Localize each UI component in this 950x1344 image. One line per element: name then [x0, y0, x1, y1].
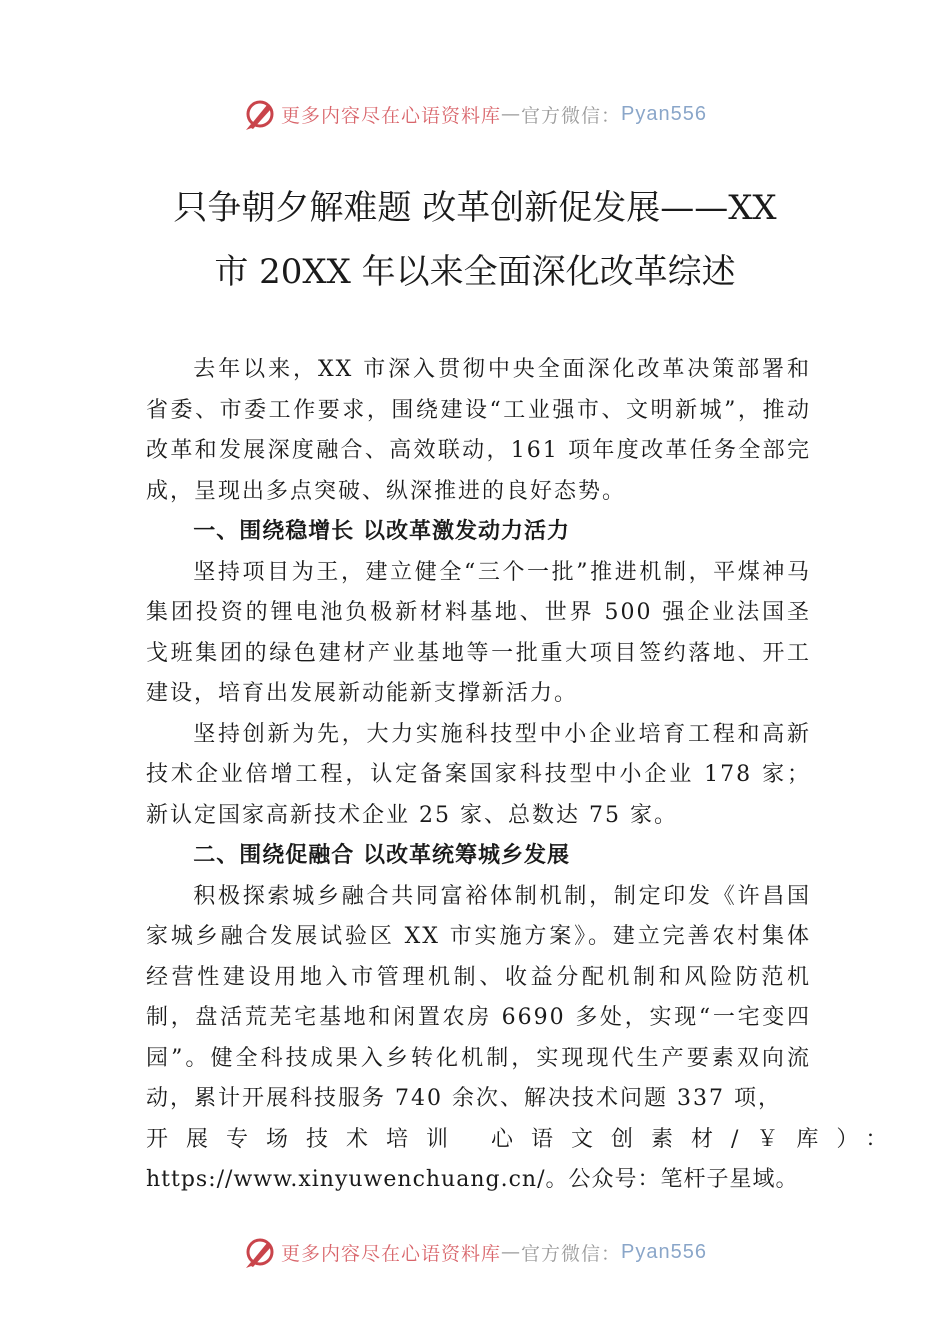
watermark-handle: Pyan556 — [621, 1240, 707, 1263]
document-title — [100, 176, 850, 304]
watermark-dash: — — [501, 103, 522, 125]
watermark-red-text: 更多内容尽在心语资料库 — [281, 104, 502, 127]
watermark-gray-text: 官方微信： — [521, 1242, 622, 1265]
spaced-text-line: 开展专场技术培训 心语文创素材/￥库）： — [146, 1126, 906, 1152]
watermark-red-text: 更多内容尽在心语资料库 — [281, 1242, 502, 1265]
paragraph-integration: 积极探索城乡融合共同富裕体制机制，制定印发《许昌国家城乡融合发展试验区 XX 市实施方案》。建立完善农村集体经营性建设用地入市管理机制、收益分配机制和风险防范机制，盘活荒芜宅基地和闲置农房 6690 多处，实现“一宅变四园”。健全科技成果入乡转化机制，实现现代生产要素双向流动，累计开展科技服务 740 余次、解决技术问题 337 项， — [146, 883, 811, 1111]
paragraph-projects: 坚持项目为王，建立健全“三个一批”推进机制，平煤神马集团投资的锂电池负极新材料基地、世界 500 强企业法国圣戈班集团的绿色建材产业基地等一批重大项目签约落地、开工建设，培育出发展新动能新支撑新活力。 — [146, 559, 811, 706]
watermark-handle: Pyan556 — [621, 102, 707, 125]
watermark-header — [0, 94, 950, 134]
url-text-line: https://www.xinyuwenchuang.cn/。公众号：笔杆子星域。 — [146, 1167, 799, 1192]
title-line-1: 只争朝夕解难题 改革创新促发展——XX — [173, 188, 777, 228]
pen-logo-icon — [243, 1235, 277, 1269]
paragraph-innovation: 坚持创新为先，大力实施科技型中小企业培育工程和高新技术企业倍增工程，认定备案国家科技型中小企业 178 家；新认定国家高新技术企业 25 家、总数达 75 家。 — [146, 721, 811, 828]
watermark-footer — [0, 1232, 950, 1272]
section-heading-2: 二、围绕促融合 以改革统筹城乡发展 — [193, 843, 570, 868]
watermark-dash: — — [501, 1241, 522, 1263]
intro-paragraph: 去年以来，XX 市深入贯彻中央全面深化改革决策部署和省委、市委工作要求，围绕建设“工业强市、文明新城”，推动改革和发展深度融合、高效联动，161 项年度改革任务全部完成，呈现出多点突破、纵深推进的良好态势。 — [146, 357, 811, 504]
watermark-gray-text: 官方微信： — [521, 104, 622, 127]
title-line-2: 市 20XX 年以来全面深化改革综述 — [214, 252, 736, 292]
document-body — [146, 350, 906, 1201]
pen-logo-icon — [243, 97, 277, 131]
section-heading-1: 一、围绕稳增长 以改革激发动力活力 — [193, 519, 570, 544]
